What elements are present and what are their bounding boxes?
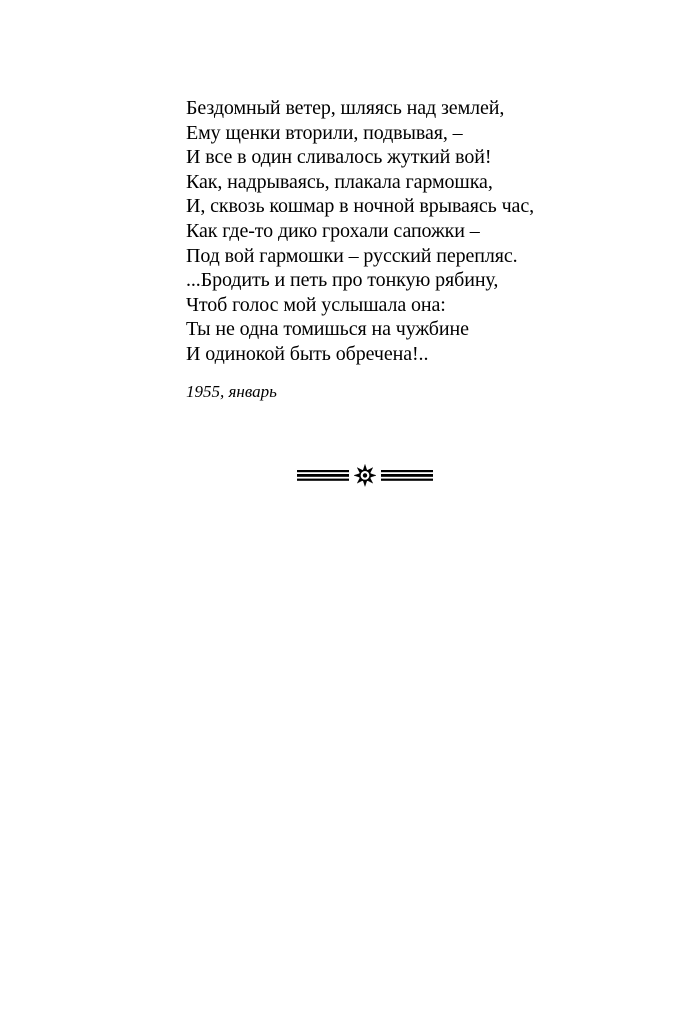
poem-date: 1955, январь <box>186 382 277 401</box>
poem-line: И все в один сливалось жуткий вой! <box>186 146 492 169</box>
poem-line: Как, надрываясь, плакала гармошка, <box>186 170 493 193</box>
poem-line: И, сквозь кошмар в ночной врываясь час, <box>186 195 535 218</box>
poem-line: И одинокой быть обречена!.. <box>186 342 429 365</box>
poem-line: Бездомный ветер, шляясь над землей, <box>186 97 505 119</box>
poem-line: Под вой гармошки – русский перепляс. <box>186 244 518 267</box>
poem-line: Чтоб голос мой услышала она: <box>186 293 446 316</box>
poem-text <box>186 96 626 367</box>
poem-line: Как где-то дико грохали сапожки – <box>186 219 480 242</box>
poem-line: ...Бродить и петь про тонкую рябину, <box>186 269 499 292</box>
poem-line: Ты не одна томишься на чужбине <box>186 318 469 341</box>
poem-line: Ему щенки вторили, подвывая, – <box>186 121 463 144</box>
star-divider-icon <box>297 463 433 487</box>
